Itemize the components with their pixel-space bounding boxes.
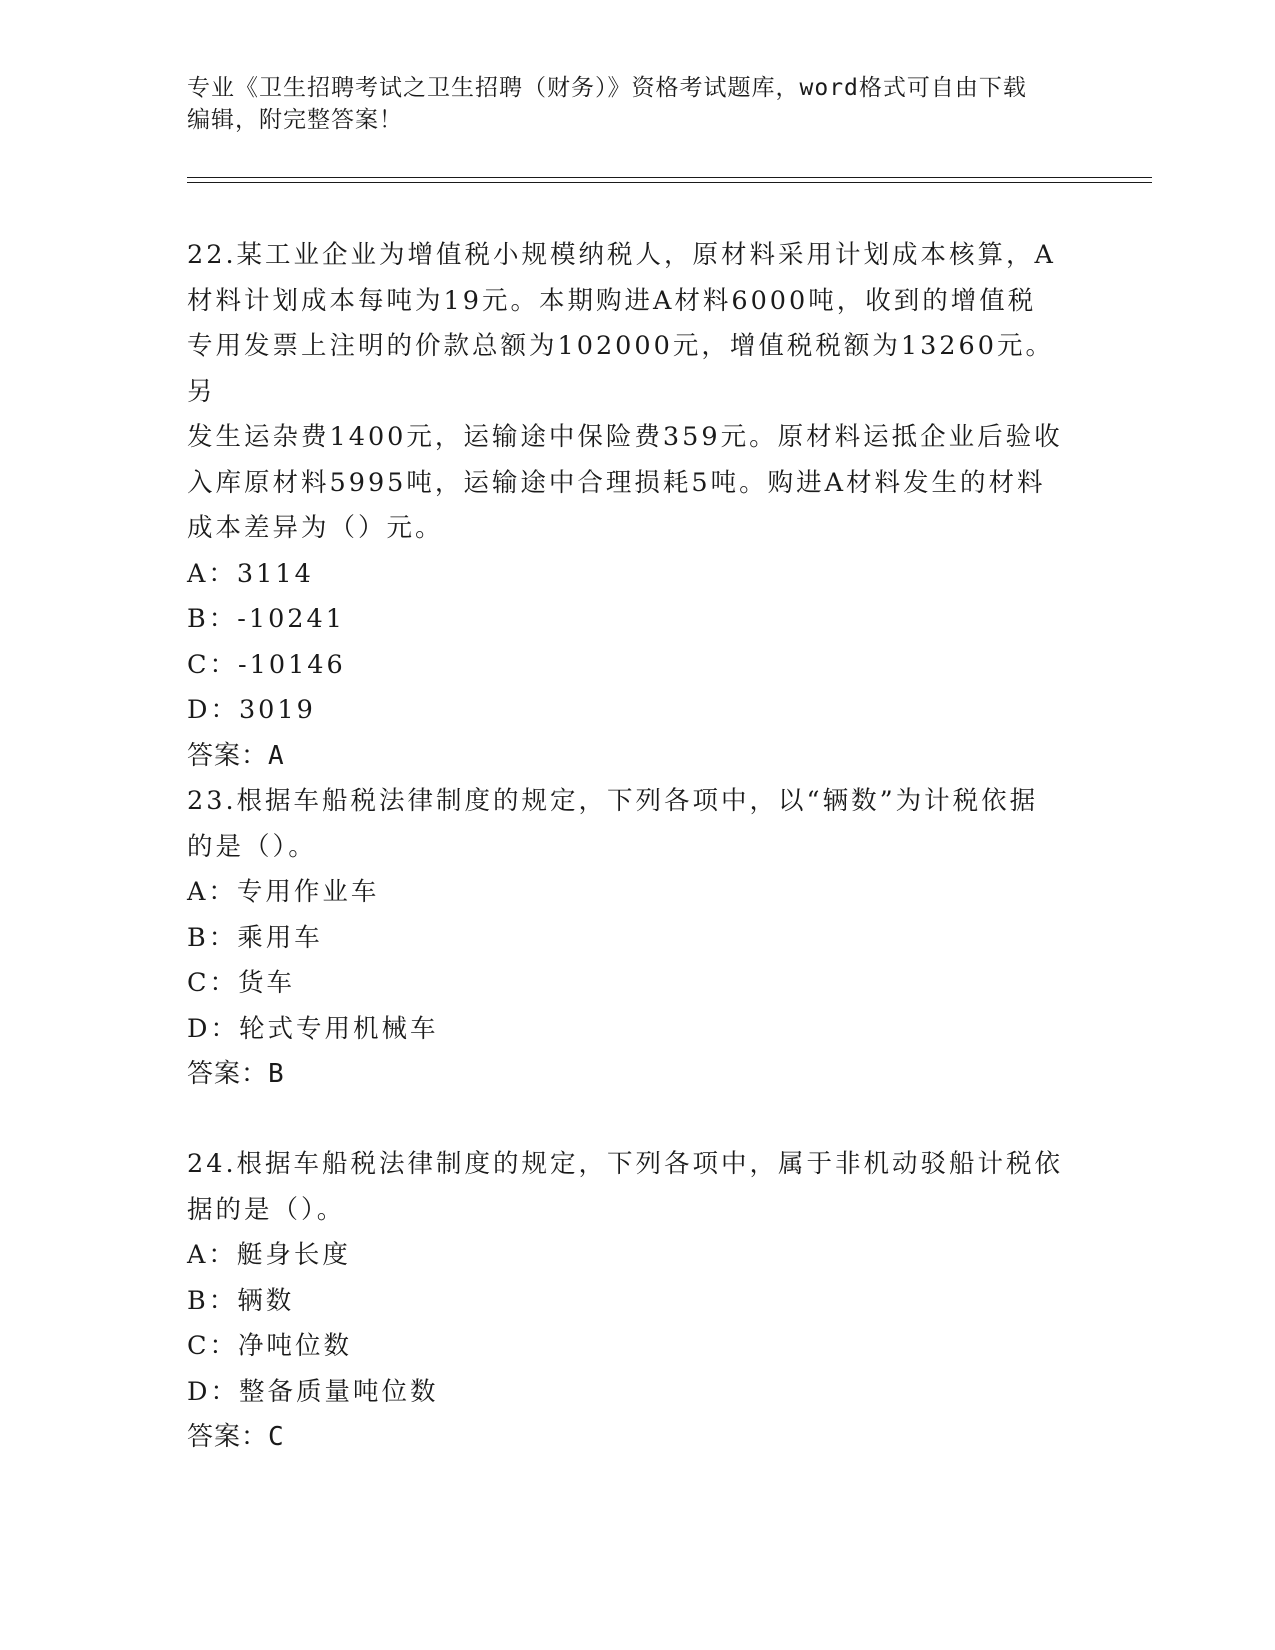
option-list — [187, 1233, 1077, 1415]
option-c: C：-10146 — [187, 649, 346, 680]
option-d: D：整备质量吨位数 — [187, 1376, 439, 1407]
option-b: B：乘用车 — [187, 922, 323, 953]
question-text-line: 专用发票上注明的价款总额为102000元，增值税税额为13260元。另 — [187, 331, 1054, 407]
option-c: C：货车 — [187, 968, 296, 998]
option-a: A：艇身长度 — [187, 1240, 351, 1270]
option-c: C：净吨位数 — [187, 1331, 353, 1361]
question-text — [187, 233, 1077, 552]
question-text-line: 入库原材料5995吨，运输途中合理损耗5吨。购进A材料发生的材料 — [187, 467, 1046, 498]
header-divider-bottom — [187, 182, 1152, 183]
answer-label: 答案：A — [187, 740, 285, 771]
option-a: A：3114 — [187, 558, 314, 589]
question-text-line: 24.根据车船税法律制度的规定，下列各项中，属于非机动驳船计税依 — [187, 1149, 1064, 1179]
question-text-line: 发生运杂费1400元，运输途中保险费359元。原材料运抵企业后验收 — [187, 422, 1063, 452]
option-d: D：轮式专用机械车 — [187, 1013, 439, 1044]
question-text — [187, 779, 1077, 870]
question-text-line: 23.根据车船税法律制度的规定，下列各项中，以“辆数”为计税依据 — [187, 786, 1039, 816]
answer-label: 答案：C — [187, 1422, 285, 1452]
document-header — [187, 72, 1087, 136]
question-text-line: 的是（）。 — [187, 831, 317, 862]
question-text — [187, 1142, 1077, 1233]
option-d: D：3019 — [187, 695, 316, 725]
option-b: B：辆数 — [187, 1285, 295, 1316]
option-list — [187, 552, 1077, 734]
header-line-1: 专业《卫生招聘考试之卫生招聘（财务）》资格考试题库，word格式可自由下载 — [187, 75, 1027, 101]
answer-label: 答案：B — [187, 1059, 285, 1089]
header-line-2: 编辑，附完整答案！ — [187, 107, 403, 133]
header-divider-top — [187, 177, 1152, 178]
option-a: A：专用作业车 — [187, 877, 380, 907]
question-text-line: 22.某工业企业为增值税小规模纳税人，原材料采用计划成本核算，A — [187, 240, 1056, 270]
question-text-line: 材料计划成本每吨为19元。本期购进A材料6000吨，收到的增值税 — [187, 285, 1037, 316]
question-text-line: 据的是（）。 — [187, 1194, 346, 1225]
question-24 — [187, 1142, 1077, 1461]
option-b: B：-10241 — [187, 604, 345, 634]
question-23 — [187, 779, 1077, 1098]
question-22 — [187, 233, 1077, 779]
question-text-line: 成本差异为（）元。 — [187, 513, 444, 543]
option-list — [187, 870, 1077, 1052]
